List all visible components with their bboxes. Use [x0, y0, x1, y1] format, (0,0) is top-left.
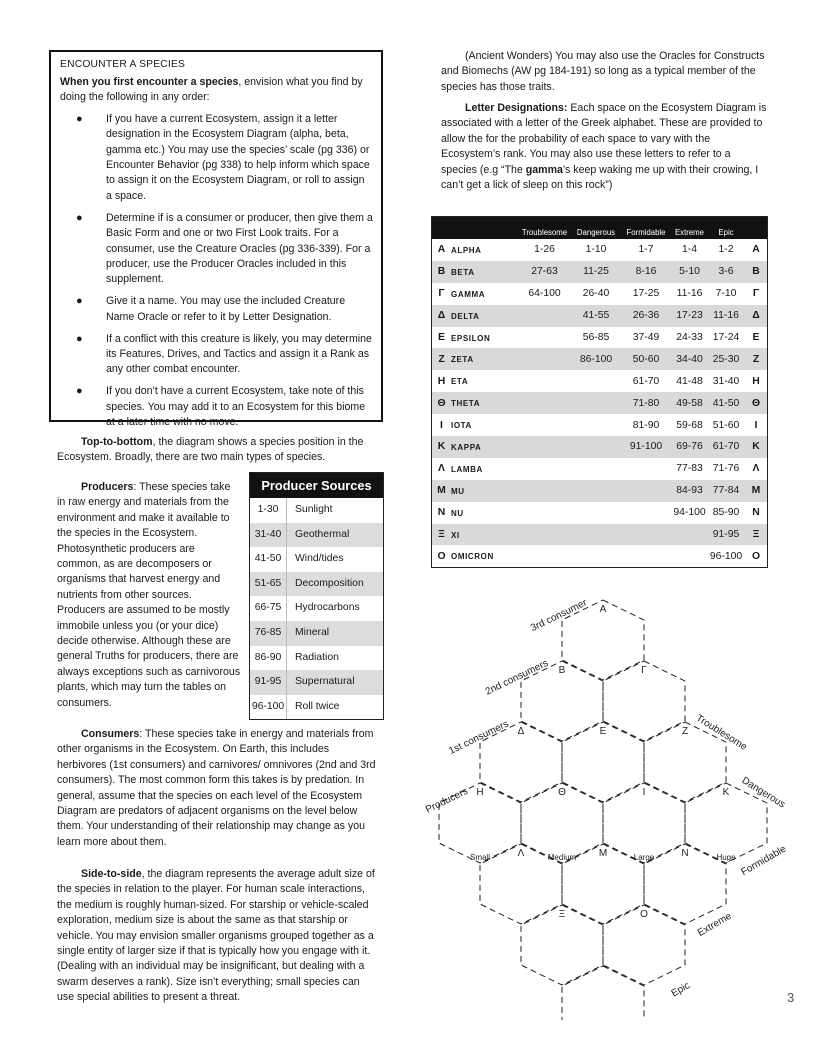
- rank-label: Extreme: [695, 910, 734, 939]
- name-cell: omicron: [451, 550, 494, 563]
- value-cell: 41-55: [582, 310, 610, 322]
- letter-cell-right: Δ: [752, 310, 760, 322]
- value-cell: 1-2: [718, 244, 734, 256]
- name-cell: theta: [451, 397, 481, 410]
- table-row: [250, 670, 383, 695]
- range-cell: 91-95: [254, 676, 282, 688]
- cell-letter: Ε: [599, 726, 607, 737]
- ecosystem-diagram: [410, 590, 800, 1020]
- name-cell: delta: [451, 309, 480, 322]
- ancient-wonders-paragraph: (Ancient Wonders) You may also use the Oracles for Constructs and Biomechs (AW pg 184-191) so long as a typical member of the species has those traits.: [441, 50, 765, 93]
- value-cell: 41-50: [712, 397, 740, 409]
- letter-cell-right: Ξ: [752, 529, 760, 541]
- source-cell: Geothermal: [286, 523, 383, 548]
- letter-cell: Γ: [438, 288, 445, 300]
- cell-letter: Α: [599, 604, 607, 615]
- letter-cell-right: Η: [752, 375, 760, 387]
- name-cell: zeta: [451, 353, 474, 366]
- table-row: [432, 524, 767, 546]
- bullet-icon: ●: [76, 332, 83, 345]
- value-cell: 5-10: [679, 266, 700, 278]
- table-row: [250, 695, 383, 720]
- bullet-text: If you don’t have a current Ecosystem, take note of this species. You may add it to an Ecosystem for this biome at a later time with no move.: [106, 385, 366, 429]
- value-cell: 1-26: [534, 244, 555, 256]
- bullet-icon: ●: [76, 211, 83, 224]
- list-item: [60, 112, 373, 204]
- name-cell: lamba: [451, 462, 483, 475]
- letter-cell: Ζ: [438, 353, 445, 365]
- value-cell: 86-100: [579, 353, 613, 365]
- letter-cell: Λ: [438, 463, 445, 475]
- value-cell: 27-63: [531, 266, 558, 278]
- header-cell: Formidable: [626, 228, 666, 237]
- hex-grid: [439, 600, 767, 1020]
- letter-cell-right: Λ: [752, 463, 760, 475]
- cell-letter: Θ: [558, 787, 566, 798]
- table-row: [432, 502, 767, 524]
- value-cell: 24-33: [676, 332, 703, 343]
- value-cell: 71-80: [632, 397, 660, 409]
- name-cell: nu: [451, 506, 464, 519]
- table-row: [250, 621, 383, 646]
- table-row: [432, 348, 767, 370]
- consumers-paragraph: [57, 727, 377, 850]
- cell-letter: Ν: [681, 848, 689, 859]
- table-header: [432, 217, 767, 239]
- value-cell: 96-100: [709, 550, 743, 562]
- side-bold: Side-to-side: [81, 868, 142, 880]
- producers-bold: Producers: [81, 481, 134, 493]
- bullet-icon: ●: [76, 295, 83, 308]
- bullet-icon: ●: [76, 112, 83, 125]
- table-row: [432, 327, 767, 349]
- diagram-labels: [424, 597, 789, 999]
- name-cell: kappa: [451, 440, 482, 453]
- name-cell: epsilon: [451, 331, 491, 344]
- value-cell: 11-16: [713, 310, 739, 322]
- letter-cell-right: Ι: [754, 419, 758, 431]
- rank-label: Epic: [669, 980, 692, 1000]
- letter-cell-right: Γ: [752, 288, 760, 300]
- encounter-intro: [60, 75, 373, 106]
- value-cell: 17-25: [632, 288, 660, 300]
- table-title: Producer Sources: [250, 473, 383, 498]
- table-row: [432, 370, 767, 392]
- value-cell: 84-93: [676, 485, 703, 497]
- list-item: [60, 332, 373, 378]
- table-row: [250, 523, 383, 548]
- cell-letter: Γ: [641, 665, 647, 676]
- source-cell: Mineral: [286, 621, 383, 646]
- value-cell: 49-58: [676, 397, 703, 409]
- table-row: [432, 305, 767, 327]
- value-cell: 41-48: [676, 375, 703, 387]
- bullet-text: If a conflict with this creature is likely, you may determine its Features, Drives, and Tactics and assign it a Rank as any other combat encounter.: [106, 332, 372, 376]
- name-cell: alpha: [451, 243, 482, 256]
- range-cell: 86-90: [254, 651, 282, 663]
- cell-letter: Λ: [517, 848, 525, 859]
- value-cell: 7-10: [715, 288, 737, 300]
- value-cell: 51-60: [712, 419, 740, 431]
- letter-cell-right: Ζ: [752, 353, 760, 365]
- table-row: [432, 480, 767, 502]
- value-cell: 94-100: [673, 507, 706, 519]
- table-row: [432, 261, 767, 283]
- table-row: [250, 547, 383, 572]
- range-cell: 51-65: [254, 577, 282, 589]
- producer-sources-table: [249, 472, 384, 720]
- producers-rest: : These species take in raw energy and materials from the environment and make it available to the species in the Ecosystem. Photosynthetic producers are common, as are decomposers or organisms that harvest energy and nutrients from other sources. Producers are assumed to be mostly immobile unless you (or your dice) decide otherwise. Although these are general Truths for producers, there are always exceptions such as carnivorous plants, which may turn the tables on consumers.: [57, 481, 241, 709]
- value-cell: 17-24: [712, 332, 740, 343]
- table-row: [432, 392, 767, 414]
- rank-label: Formidable: [739, 843, 789, 879]
- encounter-steps-list: [60, 112, 373, 431]
- source-cell: Radiation: [286, 646, 383, 671]
- letter-cell: Ξ: [438, 529, 445, 541]
- header-cell: Extreme: [674, 228, 705, 237]
- cell-letter: Ξ: [558, 909, 566, 920]
- value-cell: 1-7: [638, 244, 654, 256]
- name-cell: gamma: [451, 287, 486, 300]
- letter-cell: Ι: [440, 419, 443, 431]
- value-cell: 61-70: [632, 375, 660, 387]
- letter-cell-right: Ε: [752, 332, 760, 343]
- letter-cell: Μ: [437, 485, 446, 497]
- letter-cell: Θ: [437, 397, 446, 409]
- table-row: [432, 239, 767, 261]
- table-row: [432, 545, 767, 567]
- value-cell: 91-95: [712, 529, 740, 541]
- range-cell: 1-30: [257, 504, 279, 515]
- letter-cell: Κ: [437, 441, 446, 453]
- cell-letter: Κ: [722, 787, 730, 798]
- name-cell: mu: [451, 484, 465, 497]
- value-cell: 25-30: [712, 353, 740, 365]
- name-cell: beta: [451, 265, 475, 278]
- value-cell: 71-76: [712, 463, 740, 475]
- value-cell: 37-49: [632, 332, 660, 343]
- level-label: 1st consumers: [447, 718, 511, 757]
- cell-letter: Δ: [517, 726, 525, 737]
- gamma-bold: gamma: [525, 163, 563, 176]
- letter-cell-right: Θ: [751, 397, 761, 409]
- value-cell: 11-25: [583, 266, 609, 278]
- producers-paragraph: [57, 480, 241, 711]
- letter-cell-right: Μ: [751, 485, 761, 497]
- letter-cell: Η: [437, 375, 446, 387]
- letter-cell: Ε: [438, 332, 445, 343]
- value-cell: 3-6: [718, 266, 734, 278]
- top-to-bottom-paragraph: [57, 435, 377, 466]
- consumers-bold: Consumers: [81, 728, 140, 740]
- source-cell: Roll twice: [286, 695, 383, 720]
- side-rest: , the diagram represents the average adult size of the species in relation to the player. For human scale interactions, the medium is roughly human-sized. For starship or vehicle-scaled exploration, medium size is about the same as that starship or vehicle. You may envision smaller organisms grouped together as a single entity of larger size if that is typically how you engage with it. (Dealing with an individual may be insignificant, but dealing with a swarm deserves a rank). Size isn’t everything; small species can use special abilities to present a threat.: [57, 868, 375, 1004]
- value-cell: 34-40: [676, 353, 703, 365]
- name-cell: eta: [451, 375, 469, 388]
- list-item: [60, 384, 373, 430]
- cell-letter: Ι: [642, 787, 646, 798]
- name-cell: xi: [451, 528, 460, 541]
- level-label: Producers: [424, 785, 470, 816]
- header-cell: Troublesome: [521, 228, 568, 237]
- letter-cell-right: Β: [752, 266, 760, 278]
- level-label: 3rd consumer: [529, 597, 589, 635]
- consumers-rest: : These species take in energy and materials from other organisms in the Ecosystem. On Earth, this includes herbivores (1st consumers) and carnivores/ omnivores (2nd and 3rd consumers). The most common form this takes is by predation. In general, assume that the species on each level of the Ecosystem Diagram are predators of adjacent organisms on the level below them. Your understanding of their relationship may change as you learn more about them.: [57, 728, 376, 848]
- bullet-text: Determine if is a consumer or producer, then give them a Basic Form and one or two First Look traits. For a consumer, use the Creature Oracles (pg 336-339). For a producer, use the Producer Oracles included in this supplement.: [106, 211, 373, 286]
- value-cell: 91-100: [629, 441, 663, 453]
- rank-label: Troublesome: [693, 712, 749, 753]
- value-cell: 17-23: [676, 310, 703, 322]
- cell-letter: Β: [558, 665, 566, 676]
- hex-cell: [562, 966, 644, 1020]
- top-bottom-rest: , the diagram shows a species position in the Ecosystem. Broadly, there are two main types of species.: [57, 436, 364, 464]
- source-cell: Wind/tides: [286, 547, 383, 572]
- box-title: ENCOUNTER A SPECIES: [60, 59, 186, 70]
- level-label: 2nd consumers: [483, 657, 551, 698]
- value-cell: 1-4: [681, 244, 698, 256]
- table-row: [250, 572, 383, 597]
- name-cell: iota: [451, 419, 472, 432]
- size-label: Large: [633, 853, 655, 862]
- value-cell: 8-16: [635, 266, 657, 278]
- table-row: [432, 414, 767, 436]
- list-item: [60, 294, 373, 325]
- value-cell: 26-36: [632, 310, 660, 322]
- source-cell: Sunlight: [286, 498, 383, 523]
- cell-letter: Ο: [640, 909, 648, 920]
- letter-cell-right: Α: [752, 244, 760, 256]
- intro-bold: When you first encounter a species: [60, 76, 239, 88]
- letter-cell: Ο: [437, 550, 446, 562]
- value-cell: 1-10: [585, 244, 607, 256]
- letter-cell: Δ: [437, 310, 446, 322]
- ecosystem-rank-table: [431, 216, 768, 568]
- size-label: Huge: [716, 853, 736, 862]
- top-bottom-bold: Top-to-bottom: [81, 436, 153, 448]
- letter-cell: Α: [437, 244, 446, 256]
- source-cell: Supernatural: [286, 670, 383, 695]
- bullet-text: Give it a name. You may use the included Creature Name Oracle or refer to it by Letter Designation.: [106, 295, 346, 323]
- range-cell: 41-50: [254, 553, 282, 565]
- value-cell: 77-84: [712, 485, 740, 497]
- value-cell: 64-100: [528, 288, 561, 300]
- letter-cell-right: Ν: [752, 507, 760, 519]
- value-cell: 31-40: [712, 375, 740, 387]
- letter-cell-right: Κ: [752, 441, 760, 453]
- table-row: [250, 646, 383, 671]
- value-cell: 59-68: [676, 419, 703, 431]
- letter-designations-paragraph: [441, 101, 767, 193]
- range-cell: 66-75: [254, 602, 282, 614]
- intro-rest: , envision what you find by doing the following in any order:: [60, 76, 363, 104]
- value-cell: 56-85: [582, 332, 610, 343]
- cell-letter: Μ: [598, 848, 608, 859]
- cell-letter: Η: [476, 787, 484, 798]
- table-row: [432, 436, 767, 458]
- value-cell: 61-70: [712, 441, 740, 453]
- letter-cell-right: Ο: [751, 550, 761, 562]
- encounter-species-box: [49, 50, 383, 429]
- value-cell: 26-40: [582, 288, 610, 300]
- rank-label: Dangerous: [739, 775, 787, 811]
- table-row: [250, 498, 383, 523]
- size-label: Small: [469, 853, 491, 862]
- value-cell: 81-90: [632, 419, 660, 431]
- value-cell: 50-60: [632, 353, 660, 365]
- size-label: Medium: [547, 853, 577, 862]
- range-cell: 96-100: [251, 700, 285, 712]
- header-cell: Epic: [718, 228, 734, 237]
- letter-cell: Ν: [437, 507, 446, 519]
- letter-cell: Β: [437, 266, 446, 278]
- table-row: [250, 596, 383, 621]
- header-cell: Dangerous: [576, 228, 616, 237]
- page-number: 3: [787, 990, 795, 1005]
- list-item: [60, 211, 373, 288]
- bullet-icon: ●: [76, 385, 83, 398]
- value-cell: 85-90: [712, 507, 740, 519]
- range-cell: 76-85: [254, 626, 282, 638]
- range-cell: 31-40: [254, 528, 282, 540]
- bullet-text: If you have a current Ecosystem, assign it a letter designation in the Ecosystem Diagram (alpha, beta, gamma etc.) You may use the species’ scale (pg 336) or Encounter Behavior (pg 338) to help inform which space to assign it on the Ecosystem Diagram, or roll to assign a space.: [106, 112, 370, 202]
- letter-rest-2: ’s keep waking me up with their crowing, I can’t get a lick of sleep on this rock”): [441, 163, 759, 192]
- source-cell: Hydrocarbons: [286, 596, 383, 621]
- letter-bold: Letter Designations:: [465, 102, 568, 114]
- cell-letters: [476, 604, 729, 920]
- side-to-side-paragraph: [57, 867, 377, 1006]
- table-row: [432, 458, 767, 480]
- source-cell: Decomposition: [286, 572, 383, 597]
- value-cell: 11-16: [676, 288, 703, 300]
- cell-letter: Ζ: [681, 726, 689, 737]
- value-cell: 69-76: [676, 441, 703, 453]
- letter-rest-1: Each space on the Ecosystem Diagram is associated with a letter of the Greek alphabet. These are provided to allow the for the probability of each space to vary with the Ecosystem’s rank. You may also use these letters to refer to a species (e.g “The: [441, 102, 767, 176]
- value-cell: 77-83: [676, 463, 703, 475]
- table-row: [432, 283, 767, 305]
